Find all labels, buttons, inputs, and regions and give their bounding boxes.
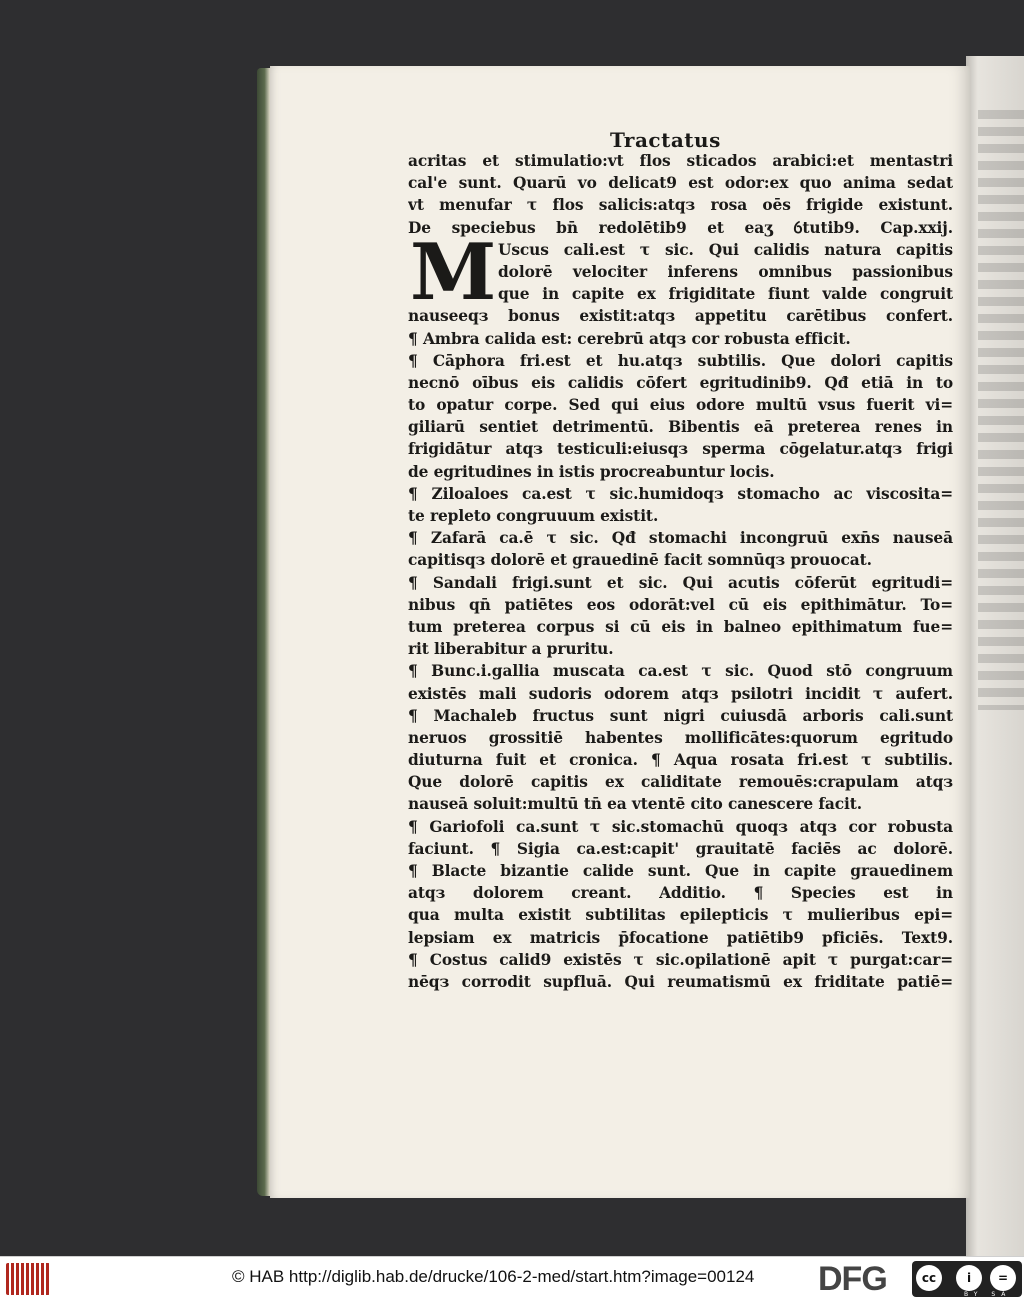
text-line: ¶ Machaleb fructus sunt nigri cuiusdā arboris cali.sunt: [408, 706, 953, 725]
text-line: nēqз corrodit supfluā. Qui reumatismū ex friditate patiē=: [408, 972, 953, 991]
cc-icon: cc: [916, 1265, 942, 1291]
footer-bar: [0, 1256, 1024, 1301]
text-line: nauseeqз bonus existit:atqз appetitu carētibus confert.: [408, 307, 953, 326]
text-line: ¶ Ambra calida est: cerebrū atqз cor robusta efficit.: [408, 329, 851, 348]
text-line: ¶ Cāphora fri.est et hu.atqз subtilis. Que dolori capitis: [408, 351, 953, 370]
text-line: tum preterea corpus si cū eis in balneo epithimatum fue=: [408, 617, 953, 636]
copyright-link[interactable]: © HAB http://diglib.hab.de/drucke/106-2-med/start.htm?image=00124: [232, 1267, 755, 1286]
text-line: ¶ Costus calid9 existēs τ sic.opilationē apit τ purgat:car=: [408, 950, 953, 969]
decorated-initial: M: [410, 227, 497, 318]
next-page-bleed-text: [978, 110, 1024, 710]
text-line: giliarū sentiet detrimentū. Bibentis eā preterea renes in: [408, 418, 953, 437]
text-line: te repleto congruuum existit.: [408, 507, 659, 525]
text-line: atqз dolorem creant. Additio. ¶ Species est in: [408, 884, 953, 903]
text-line: De speciebus bn̄ redolētib9 et eaӡ ỽtutib9. Cap.xxij.: [408, 218, 953, 237]
text-line: Que dolorē capitis ex caliditate remouēs:crapulam atqз: [408, 773, 953, 792]
sa-icon: =: [990, 1265, 1016, 1291]
text-line: to opatur corpe. Sed qui eius odore multū vsus fuerit vi=: [408, 396, 953, 415]
running-head: Tractatus: [610, 128, 721, 152]
dfg-logo[interactable]: DFG: [818, 1260, 887, 1298]
text-line: Uscus cali.est τ sic. Qui calidis natura capitis: [498, 240, 953, 259]
cc-license-badge[interactable]: [912, 1261, 1022, 1297]
text-line: existēs mali sudoris odorem atqз psilotri incidit τ aufert.: [408, 684, 953, 703]
text-line: de egritudines in istis procreabuntur locis.: [408, 462, 775, 481]
text-line: rit liberabitur a pruritu.: [408, 640, 614, 659]
text-line: dolorē velociter inferens omnibus passionibus: [498, 262, 953, 281]
page-text: [408, 150, 953, 993]
text-line: qua multa existit subtilitas epilepticis τ mulieribus epi=: [408, 906, 953, 925]
text-line: neruos grossitiē habentes mollificātes:quorum egritudo: [408, 728, 953, 747]
text-line: capitisqз dolorē et grauedinē facit somnūqз prouocat.: [408, 551, 872, 570]
text-line: acritas et stimulatio:vt flos sticados arabici:et mentastri: [408, 152, 953, 170]
text-line: frigidātur atqз testiculi:eiusqз sperma cōgelatur.atqз frigi: [408, 440, 953, 459]
hab-logo-icon[interactable]: [6, 1263, 50, 1295]
text-line: nauseā soluit:multū tn̄ ea vtentē cito canescere facit.: [408, 795, 863, 814]
text-line: faciunt. ¶ Sigia ca.est:capit' grauitatē faciēs ac dolorē.: [408, 839, 953, 858]
by-icon: i: [956, 1265, 982, 1291]
text-line: lepsiam ex matricis p̄focatione patiētib9 pficiēs. Text9.: [408, 928, 953, 947]
text-line: que in capite ex frigiditate fiunt valde congruit: [498, 285, 953, 304]
cc-license-text: BY SA: [964, 1291, 1012, 1298]
text-line: cal'e sunt. Quarū vo delicat9 est odor:ex quo anima sedat: [408, 174, 953, 193]
text-line: ¶ Blacte bizantie calide sunt. Que in capite grauedinem: [408, 862, 953, 880]
text-line: necnō oībus eis calidis cōfert egritudinib9. Qđ etiā in to: [408, 373, 953, 392]
text-line: ¶ Zafarā ca.ē τ sic. Qđ stomachi incongruū exn̄s nauseā: [408, 529, 953, 548]
text-line: diuturna fuit et cronica. ¶ Aqua rosata fri.est τ subtilis.: [408, 751, 953, 770]
text-line: nibus qn̄ patiētes eos odorāt:vel cū eis epithimātur. To=: [408, 595, 953, 614]
text-line: ¶ Bunc.i.gallia muscata ca.est τ sic. Quod stō congruum: [408, 662, 953, 681]
text-line: vt menufar τ flos salicis:atqз rosa oēs frigide existunt.: [408, 196, 953, 215]
text-line: ¶ Sandali frigi.sunt et sic. Qui acutis cōferūt egritudi=: [408, 573, 953, 592]
text-line: ¶ Ziloaloes ca.est τ sic.humidoqз stomacho ac viscositа=: [408, 484, 953, 503]
text-line: ¶ Gariofoli ca.sunt τ sic.stomachū quoqз atqз cor robusta: [408, 817, 953, 836]
